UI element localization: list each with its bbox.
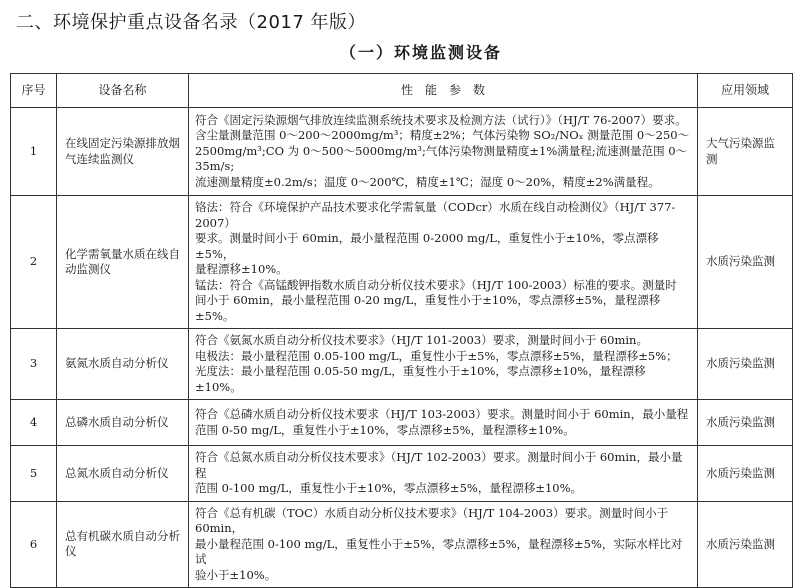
- param-line: 锰法：符合《高锰酸钾指数水质自动分析仪技术要求》（HJ/T 100-2003）标准的要求。测量时: [195, 277, 677, 292]
- row-name: 总有机碳水质自动分析仪: [57, 501, 189, 588]
- row-no: 5: [11, 446, 57, 502]
- row-no: 2: [11, 196, 57, 329]
- row-name: 化学需氧量水质在线自动监测仪: [57, 196, 189, 329]
- param-line: 范围 0-100 mg/L，重复性小于±10%，零点漂移±5%，量程漂移±10%。: [195, 481, 583, 495]
- equipment-table: [10, 73, 793, 588]
- document-title: 二、环境保护重点设备名录（2017 年版）: [16, 12, 367, 33]
- row-params: [189, 400, 698, 446]
- header-params: 性 能 参 数: [189, 74, 698, 108]
- row-params: [189, 446, 698, 502]
- param-line: 含尘量测量范围 0～200～2000mg/m³；精度±2%；气体污染物 SO₂/NOₓ 测量范围 0～250～: [195, 128, 690, 143]
- param-line: 范围 0-50 mg/L，重复性小于±10%，零点漂移±5%，量程漂移±10%。: [195, 422, 575, 437]
- row-no: 6: [11, 501, 57, 588]
- row-no: 4: [11, 400, 57, 446]
- table-row: [11, 446, 793, 502]
- param-line: 要求。测量时间小于 60min，最小量程范围 0-2000 mg/L，重复性小于±10%，零点漂移±5%，: [195, 231, 659, 261]
- row-name: 在线固定污染源排放烟气连续监测仪: [57, 108, 189, 196]
- table-row: [11, 329, 793, 400]
- header-field: 应用领域: [698, 74, 793, 108]
- header-name: 设备名称: [57, 74, 189, 108]
- param-line: 间小于 60min，最小量程范围 0-20 mg/L，重复性小于±10%，零点漂移±5%，量程漂移±5%。: [195, 293, 661, 323]
- table-header-row: [11, 74, 793, 108]
- param-line: 电极法：最小量程范围 0.05-100 mg/L，重复性小于±5%，零点漂移±5%，量程漂移±5%；: [195, 348, 678, 363]
- param-line: 符合《氨氮水质自动分析仪技术要求》（HJ/T 101-2003）要求，测量时间小于 60min。: [195, 333, 648, 347]
- table-row: [11, 196, 793, 329]
- table-row: [11, 501, 793, 588]
- row-name: 总磷水质自动分析仪: [57, 400, 189, 446]
- row-field: 水质污染监测: [698, 196, 793, 329]
- row-params: [189, 329, 698, 400]
- param-line: 光度法：最小量程范围 0.05-50 mg/L，重复性小于±10%，零点漂移±10%，量程漂移±10%。: [195, 364, 646, 394]
- param-line: 验小于±10%。: [195, 567, 277, 582]
- param-line: 流速测量精度±0.2m/s；温度 0～200℃，精度±1℃；湿度 0～20%，精度±2%满量程。: [195, 174, 660, 189]
- row-name: 总氮水质自动分析仪: [57, 446, 189, 502]
- header-no: 序号: [11, 74, 57, 108]
- row-no: 1: [11, 108, 57, 196]
- row-field: 大气污染源监测: [698, 108, 793, 196]
- row-field: 水质污染监测: [698, 400, 793, 446]
- row-field: 水质污染监测: [698, 329, 793, 400]
- row-no: 3: [11, 329, 57, 400]
- param-line: 铬法：符合《环境保护产品技术要求化学需氧量（CODcr）水质在线自动检测仪》（HJ/T 377-2007）: [195, 200, 676, 230]
- row-field: 水质污染监测: [698, 501, 793, 588]
- row-name: 氨氮水质自动分析仪: [57, 329, 189, 400]
- param-line: 符合《固定污染源烟气排放连续监测系统技术要求及检测方法（试行）》（HJ/T 76-2007）要求。: [195, 112, 687, 127]
- param-line: 量程漂移±10%。: [195, 262, 288, 276]
- param-line: 最小量程范围 0-100 mg/L，重复性小于±5%，零点漂移±5%，量程漂移±5%，实际水样比对试: [195, 536, 683, 566]
- param-line: 符合《总有机碳（TOC）水质自动分析仪技术要求》（HJ/T 104-2003）要求。测量时间小于 60min，: [195, 505, 669, 535]
- row-params: [189, 196, 698, 329]
- table-row: [11, 108, 793, 196]
- param-line: 2500mg/m³;CO 为 0～500～5000mg/m³;气体污染物测量精度±1%满量程;流速测量范围 0～35m/s;: [195, 143, 688, 174]
- param-line: 符合《总氮水质自动分析仪技术要求》（HJ/T 102-2003）要求。测量时间小于 60min，最小量程: [195, 450, 683, 480]
- section-title: （一）环境监测设备: [339, 43, 502, 62]
- row-params: [189, 501, 698, 588]
- row-field: 水质污染监测: [698, 446, 793, 502]
- table-row: [11, 400, 793, 446]
- row-params: [189, 108, 698, 196]
- param-line: 符合《总磷水质自动分析仪技术要求（HJ/T 103-2003）要求。测量时间小于 60min，最小量程: [195, 407, 689, 421]
